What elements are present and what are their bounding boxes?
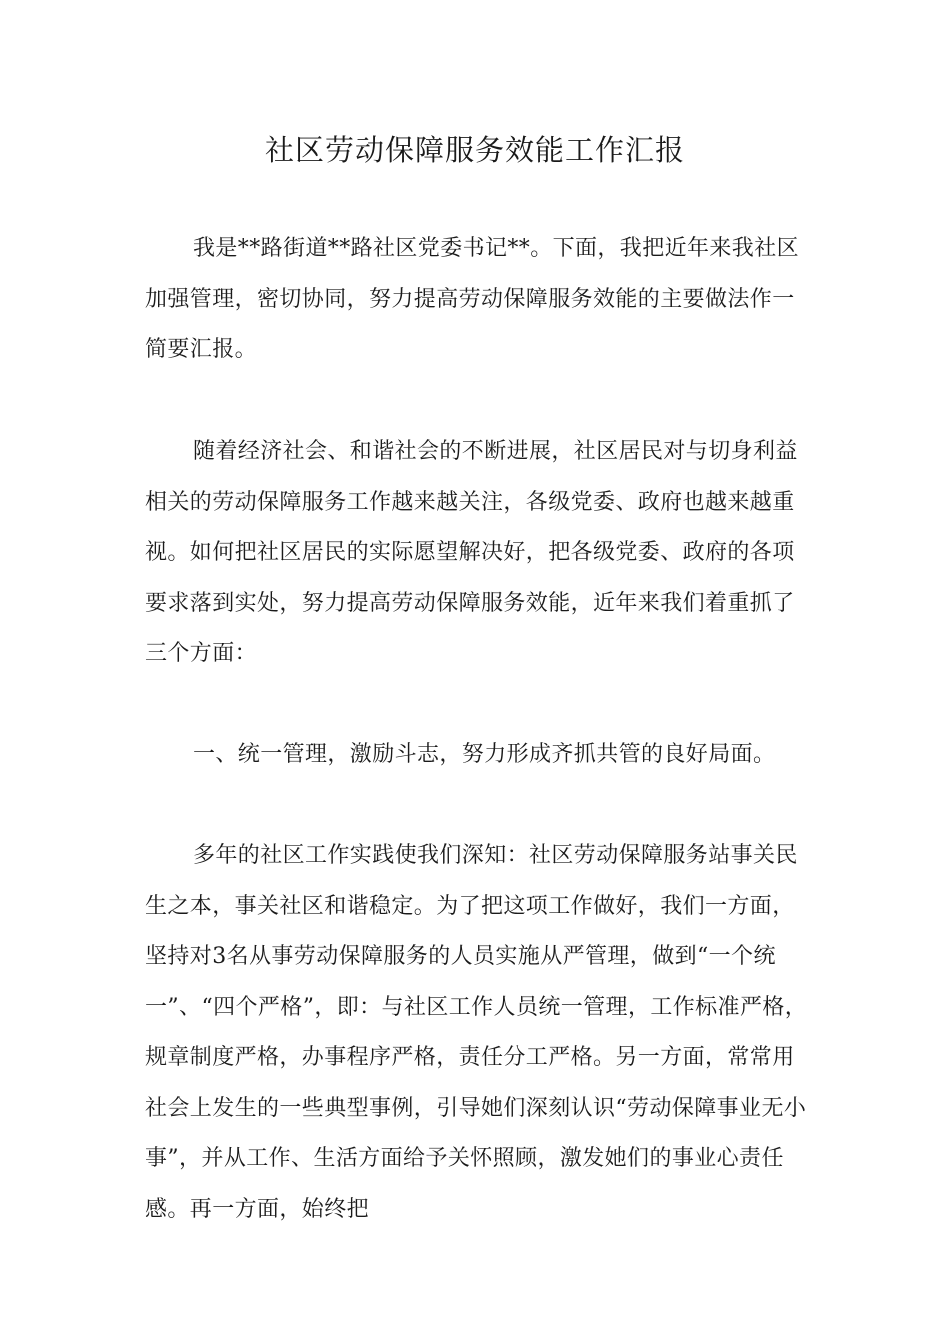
section-heading-one: 一、统一管理，激励斗志，努力形成齐抓共管的良好局面。 [193,742,776,767]
paragraph-intro: 我是**路街道**路社区党委书记**。下面，我把近年来我社区加强管理，密切协同，努力提高劳动保障服务效能的主要做法作一简要汇报。 [145,236,800,362]
paragraph-management: 多年的社区工作实践使我们深知：社区劳动保障服务站事关民生之本，事关社区和谐稳定。为了把这项工作做好，我们一方面，坚持对3名从事劳动保障服务的人员实施从严管理，做到“一个统一”、“四个严格”，即：与社区工作人员统一管理，工作标准严格，规章制度严格，办事程序严格，责任分工严格。另一方面，常常用社会上发生的一些典型事例，引导她们深刻认识“劳动保障事业无小事”，并从工作、生活方面给予关怀照顾，激发她们的事业心责任感。再一方面，始终把 [145,843,808,1222]
document-title: 社区劳动保障服务效能工作汇报 [264,133,685,167]
paragraph-background: 随着经济社会、和谐社会的不断进展，社区居民对与切身利益相关的劳动保障服务工作越来越关注，各级党委、政府也越来越重视。如何把社区居民的实际愿望解决好，把各级党委、政府的各项要求落到实处，努力提高劳动保障服务效能，近年来我们着重抓了三个方面： [145,439,798,666]
